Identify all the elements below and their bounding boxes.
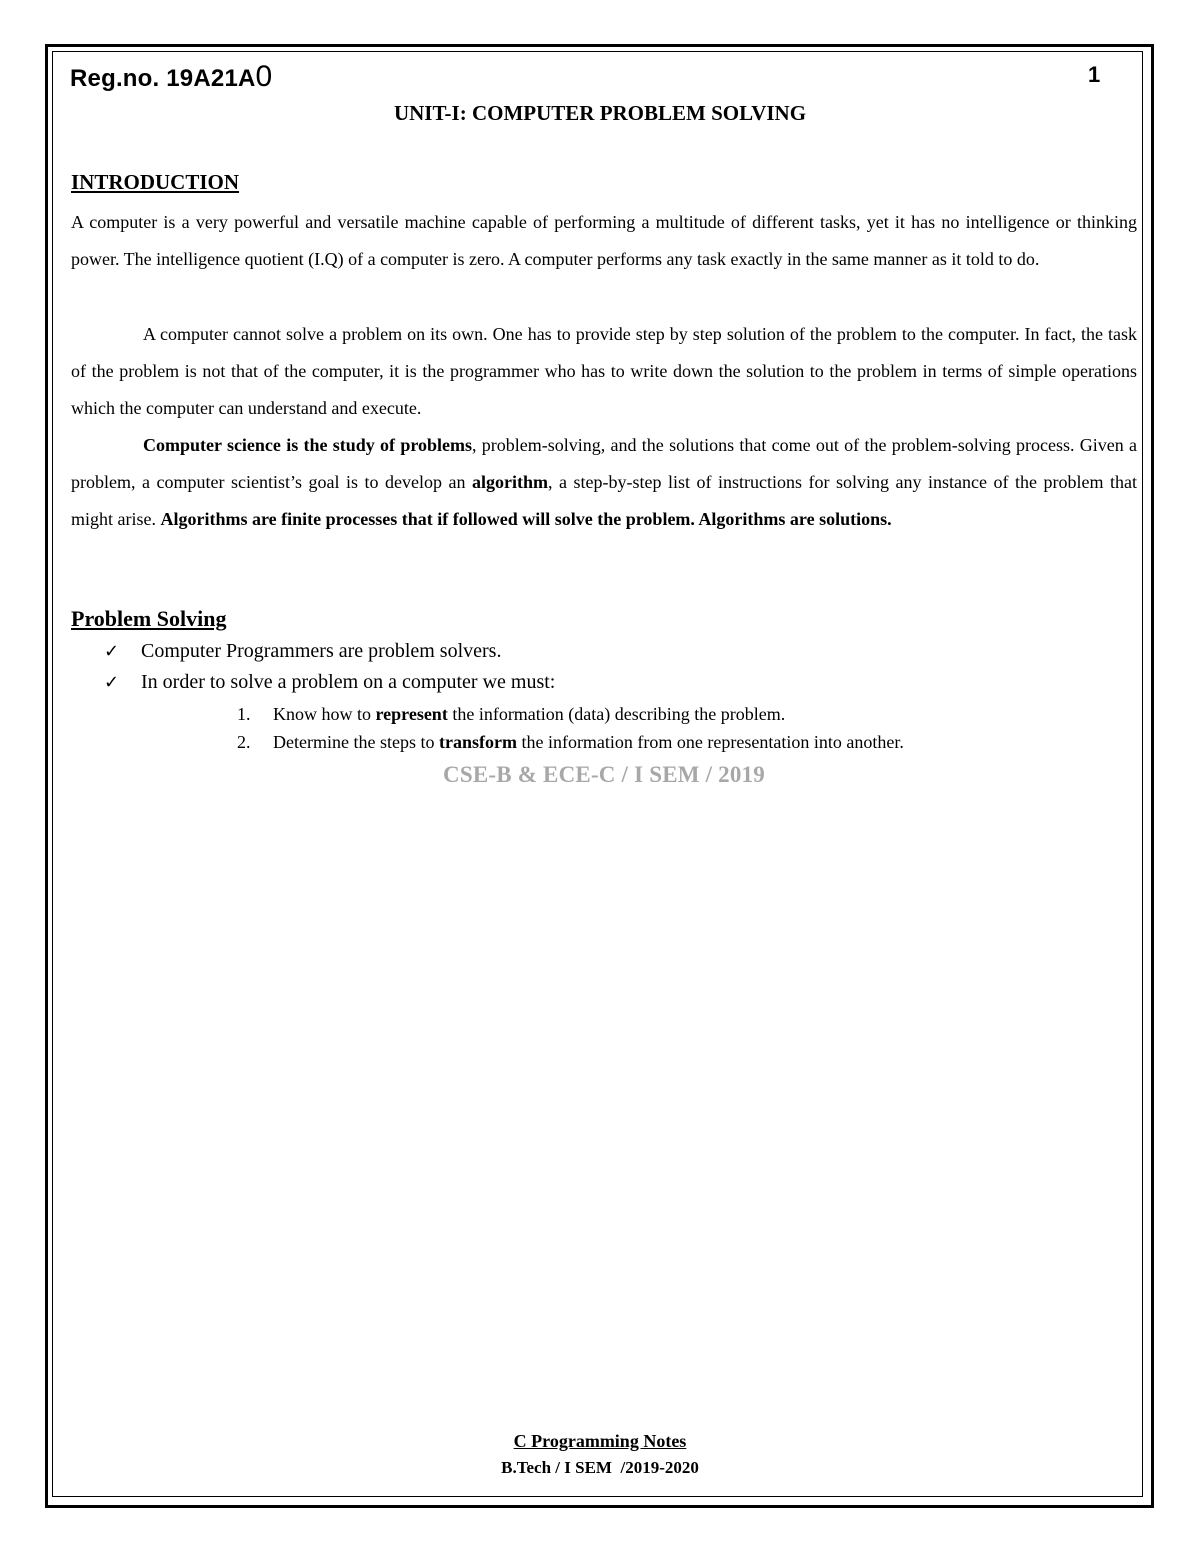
p3-text-2: , a step-by-step list of instructions for solving any instance of the problem that might arise. (71, 472, 1137, 529)
intro-paragraph-2: A computer cannot solve a problem on its own. One has to provide step by step solution of the problem to the computer. In fact, the task of the problem is not that of the computer, it is the programmer who has to write down the solution to the problem in terms of simple operations which the computer can understand and execute. (71, 324, 1137, 418)
list-item (104, 667, 555, 698)
list-number: 2. (237, 732, 251, 752)
intro-paragraph-3 (71, 427, 1137, 538)
page-title: UNIT-I: COMPUTER PROBLEM SOLVING (393, 101, 807, 125)
algorithm-definition-bold: Algorithms are finite processes that if followed will solve the problem. Algorithms are solutions. (160, 509, 892, 529)
footer-title: C Programming Notes (513, 1431, 687, 1451)
step-text-pre: Determine the steps to (273, 732, 439, 752)
step-keyword: represent (375, 704, 448, 724)
list-number: 1. (237, 704, 251, 724)
bullet-text: In order to solve a problem on a computer we must: (141, 671, 556, 693)
introduction-heading: INTRODUCTION (71, 170, 240, 194)
step-text (273, 700, 785, 728)
list-item (104, 636, 555, 667)
steps-list (237, 700, 904, 756)
reg-no-prefix: Reg.no. 19A21A (70, 65, 256, 92)
cs-definition-bold: Computer science is the study of problems (143, 435, 472, 455)
footer-subtitle: B.Tech / I SEM /2019-2020 (501, 1458, 699, 1477)
list-item (237, 728, 904, 756)
p3-text-1: , problem-solving, and the solutions that come out of the problem-solving process. Given a problem, a computer scientist’s goal is to develop an (71, 435, 1137, 492)
step-text (273, 728, 904, 756)
watermark-text: CSE-B & ECE-C / I SEM / 2019 (443, 762, 765, 787)
checklist (104, 636, 555, 698)
intro-paragraph-1: A computer is a very powerful and versatile machine capable of performing a multitude of different tasks, yet it has no intelligence or thinking power. The intelligence quotient (I.Q) of a computer is zero. A computer performs any task exactly in the same manner as it told to do. (71, 212, 1137, 269)
reg-no-suffix: 0 (255, 60, 273, 93)
algorithm-term-bold: algorithm (472, 472, 548, 492)
page-number: 1 (1088, 62, 1101, 87)
step-keyword: transform (438, 732, 517, 752)
list-item (237, 700, 904, 728)
check-icon: ✓ (104, 672, 120, 693)
step-text-post: the information from one representation into another. (516, 732, 904, 752)
registration-number (70, 60, 272, 94)
problem-solving-heading: Problem Solving (71, 606, 227, 631)
step-text-post: the information (data) describing the problem. (447, 704, 786, 724)
step-text-pre: Know how to (273, 704, 376, 724)
bullet-text: Computer Programmers are problem solvers. (141, 640, 502, 662)
check-icon: ✓ (104, 641, 120, 662)
